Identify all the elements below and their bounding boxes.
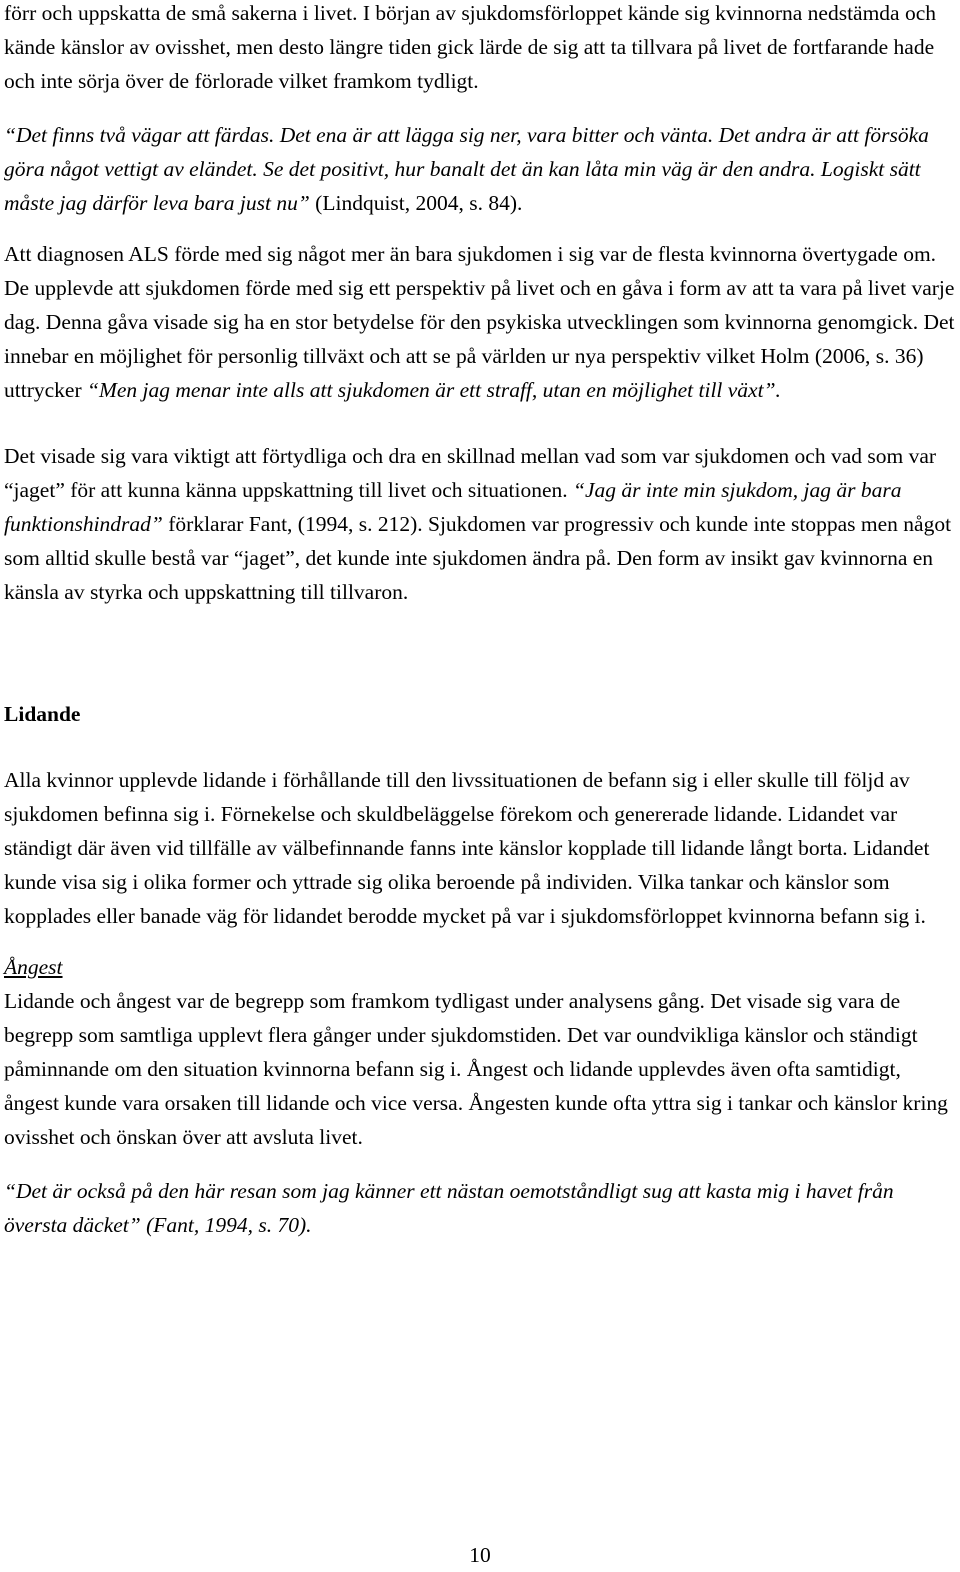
quote-fant-2 (4, 1174, 956, 1242)
paragraph-angest (4, 984, 956, 1154)
section-heading-lidande: Lidande (4, 702, 81, 726)
page-number: 10 (469, 1543, 491, 1567)
quote-fant-2-text: “Det är också på den här resan som jag känner ett nästan oemotståndligt sug att kasta mig i havet från översta däcket” (Fant, 1994, s. 70). (4, 1179, 894, 1237)
paragraph-lidande-text: Alla kvinnor upplevde lidande i förhållande till den livssituationen de befann sig i eller skulle till följd av sjukdomen befinna sig i. Förnekelse och skuldbeläggelse förekom och genererade lidande. Lidandet var ständigt där även vid tillfälle av välbefinnande fanns inte känslor kopplade till lidande långt borta. Lidandet kunde visa sig i olika former och yttrade sig olika beroende på individen. Vilka tankar och känslor som kopplades eller banade väg för lidandet berodde mycket på var i sjukdomsförloppet kvinnorna befann sig i. (4, 768, 930, 928)
quote-holm: “Men jag menar inte alls att sjukdomen är ett straff, utan en möjlighet till växt”. (86, 378, 781, 402)
paragraph-self-vs-illness-text-1: Det visade sig vara viktigt att förtydliga och dra en skillnad mellan vad som var sjukdomen och vad som var “jaget” för att kunna känna uppskattning till livet och situationen. (4, 444, 937, 502)
quote-lindquist-citation: (Lindquist, 2004, s. 84). (309, 191, 523, 215)
paragraph-self-vs-illness-text-2: förklarar Fant, (1994, s. 212). Sjukdomen var progressiv och kunde inte stoppas men något som alltid skulle bestå var “jaget”, det kunde inte sjukdomen ändra på. Den form av insikt gav kvinnorna en känsla av styrka och uppskattning till tillvaron. (4, 512, 952, 604)
paragraph-self-vs-illness (4, 439, 956, 609)
paragraph-intro (4, 0, 956, 98)
subheading-angest: Ångest (4, 955, 63, 979)
quote-lindquist-text: “Det finns två vägar att färdas. Det ena är att lägga sig ner, vara bitter och vänta. Det andra är att försöka göra något vettigt av eländet. Se det positivt, hur banalt det än kan låta min väg är den andra. Logiskt sätt måste jag därför leva bara just nu” (4, 123, 929, 215)
paragraph-lidande (4, 763, 956, 933)
document-page (4, 0, 956, 1242)
quote-lindquist (4, 118, 956, 220)
paragraph-angest-text: Lidande och ångest var de begrepp som framkom tydligast under analysens gång. Det visade sig vara de begrepp som samtliga upplevt flera gånger under sjukdomstiden. Det var oundvikliga känslor och ständigt påminnande om den situation kvinnorna befann sig i. Ångest och lidande upplevdes även ofta samtidigt, ångest kunde vara orsaken till lidande och vice versa. Ångesten kunde ofta yttra sig i tankar och känslor kring ovisshet och önskan över att avsluta livet. (4, 989, 948, 1149)
quote-fant-1: “Jag är inte min sjukdom, jag är bara funktionshindrad” (4, 478, 902, 536)
paragraph-als-diagnosis (4, 237, 956, 407)
paragraph-als-diagnosis-text: Att diagnosen ALS förde med sig något mer än bara sjukdomen i sig var de flesta kvinnorna övertygade om. De upplevde att sjukdomen förde med sig ett perspektiv på livet och en gåva i form av att ta vara på livet varje dag. Denna gåva visade sig ha en stor betydelse för den psykiska utvecklingen som kvinnorna genomgick. Det innebar en möjlighet för personlig tillväxt och att se på världen ur nya perspektiv vilket Holm (2006, s. 36) uttrycker (4, 242, 955, 402)
paragraph-intro-text: förr och uppskatta de små sakerna i livet. I början av sjukdomsförloppet kände sig kvinnorna nedstämda och kände känslor av ovisshet, men desto längre tiden gick lärde de sig att ta tillvara på livet de fortfarande hade och inte sörja över de förlorade vilket framkom tydligt. (4, 1, 937, 93)
